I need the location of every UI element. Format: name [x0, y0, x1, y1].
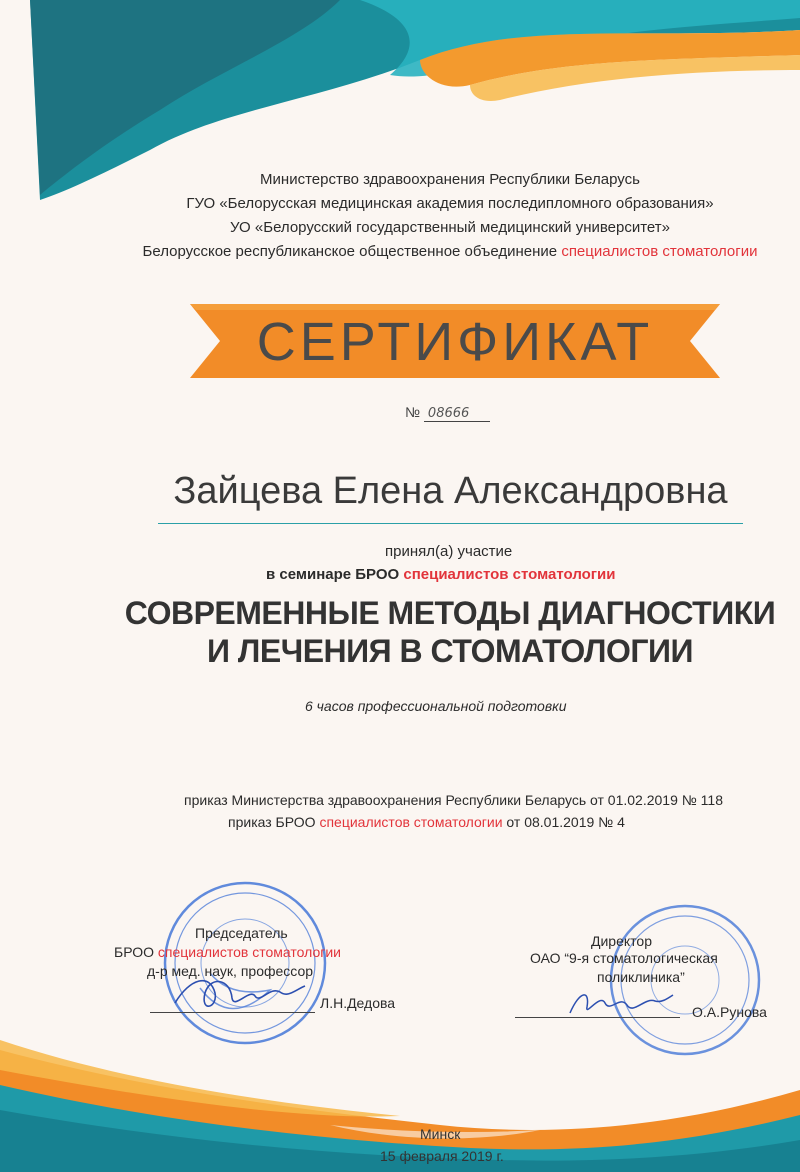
academy-name: ГУО «Белорусская медицинская академия последипломного образования»: [186, 195, 714, 212]
left-signatory-role: Председатель: [195, 925, 288, 941]
certificate-number-value: 08666: [424, 406, 490, 422]
seminar-text: в семинаре БРОО специалистов стоматологии: [266, 566, 616, 583]
participation-text: принял(а) участие: [385, 543, 513, 560]
right-signature-line: [515, 1017, 680, 1018]
association-order: приказ БРОО специалистов стоматологии от 08.01.2019 № 4: [228, 814, 625, 830]
university-name: УО «Белорусский государственный медицинский университет»: [230, 219, 670, 236]
left-signature: [170, 968, 310, 1018]
recipient-name: Зайцева Елена Александровна: [158, 470, 743, 524]
left-signatory-name: Л.Н.Дедова: [320, 995, 396, 1011]
ministry-order: приказ Министерства здравоохранения Республики Беларусь от 01.02.2019 № 118: [184, 792, 723, 808]
left-signature-line: [150, 1012, 315, 1013]
right-signatory-org-line1: ОАО “9-я стоматологическая: [530, 950, 718, 966]
right-signatory-name: О.А.Рунова: [692, 1004, 767, 1020]
course-title: СОВРЕМЕННЫЕ МЕТОДЫ ДИАГНОСТИКИ И ЛЕЧЕНИЯ В СТОМАТОЛОГИИ: [124, 595, 776, 669]
right-signatory-org-line2: поликлиника”: [597, 969, 685, 985]
left-signatory-degree: д-р мед. наук, профессор: [147, 963, 314, 979]
issuer-block: [100, 168, 800, 264]
course-hours: 6 часов профессиональной подготовки: [305, 698, 567, 714]
issue-date: 15 февраля 2019 г.: [380, 1148, 504, 1164]
certificate-number: № 08666: [405, 404, 490, 422]
certificate-title: СЕРТИФИКАТ: [256, 312, 654, 372]
association-name: Белорусское республиканское общественное объединение специалистов стоматологии: [142, 243, 758, 260]
ministry-name: Министерство здравоохранения Республики Беларусь: [260, 171, 640, 188]
issue-city: Минск: [420, 1126, 461, 1142]
left-signatory-org: БРОО специалистов стоматологии: [114, 944, 341, 960]
right-signature: [565, 985, 675, 1020]
right-signatory-role: Директор: [591, 933, 652, 949]
